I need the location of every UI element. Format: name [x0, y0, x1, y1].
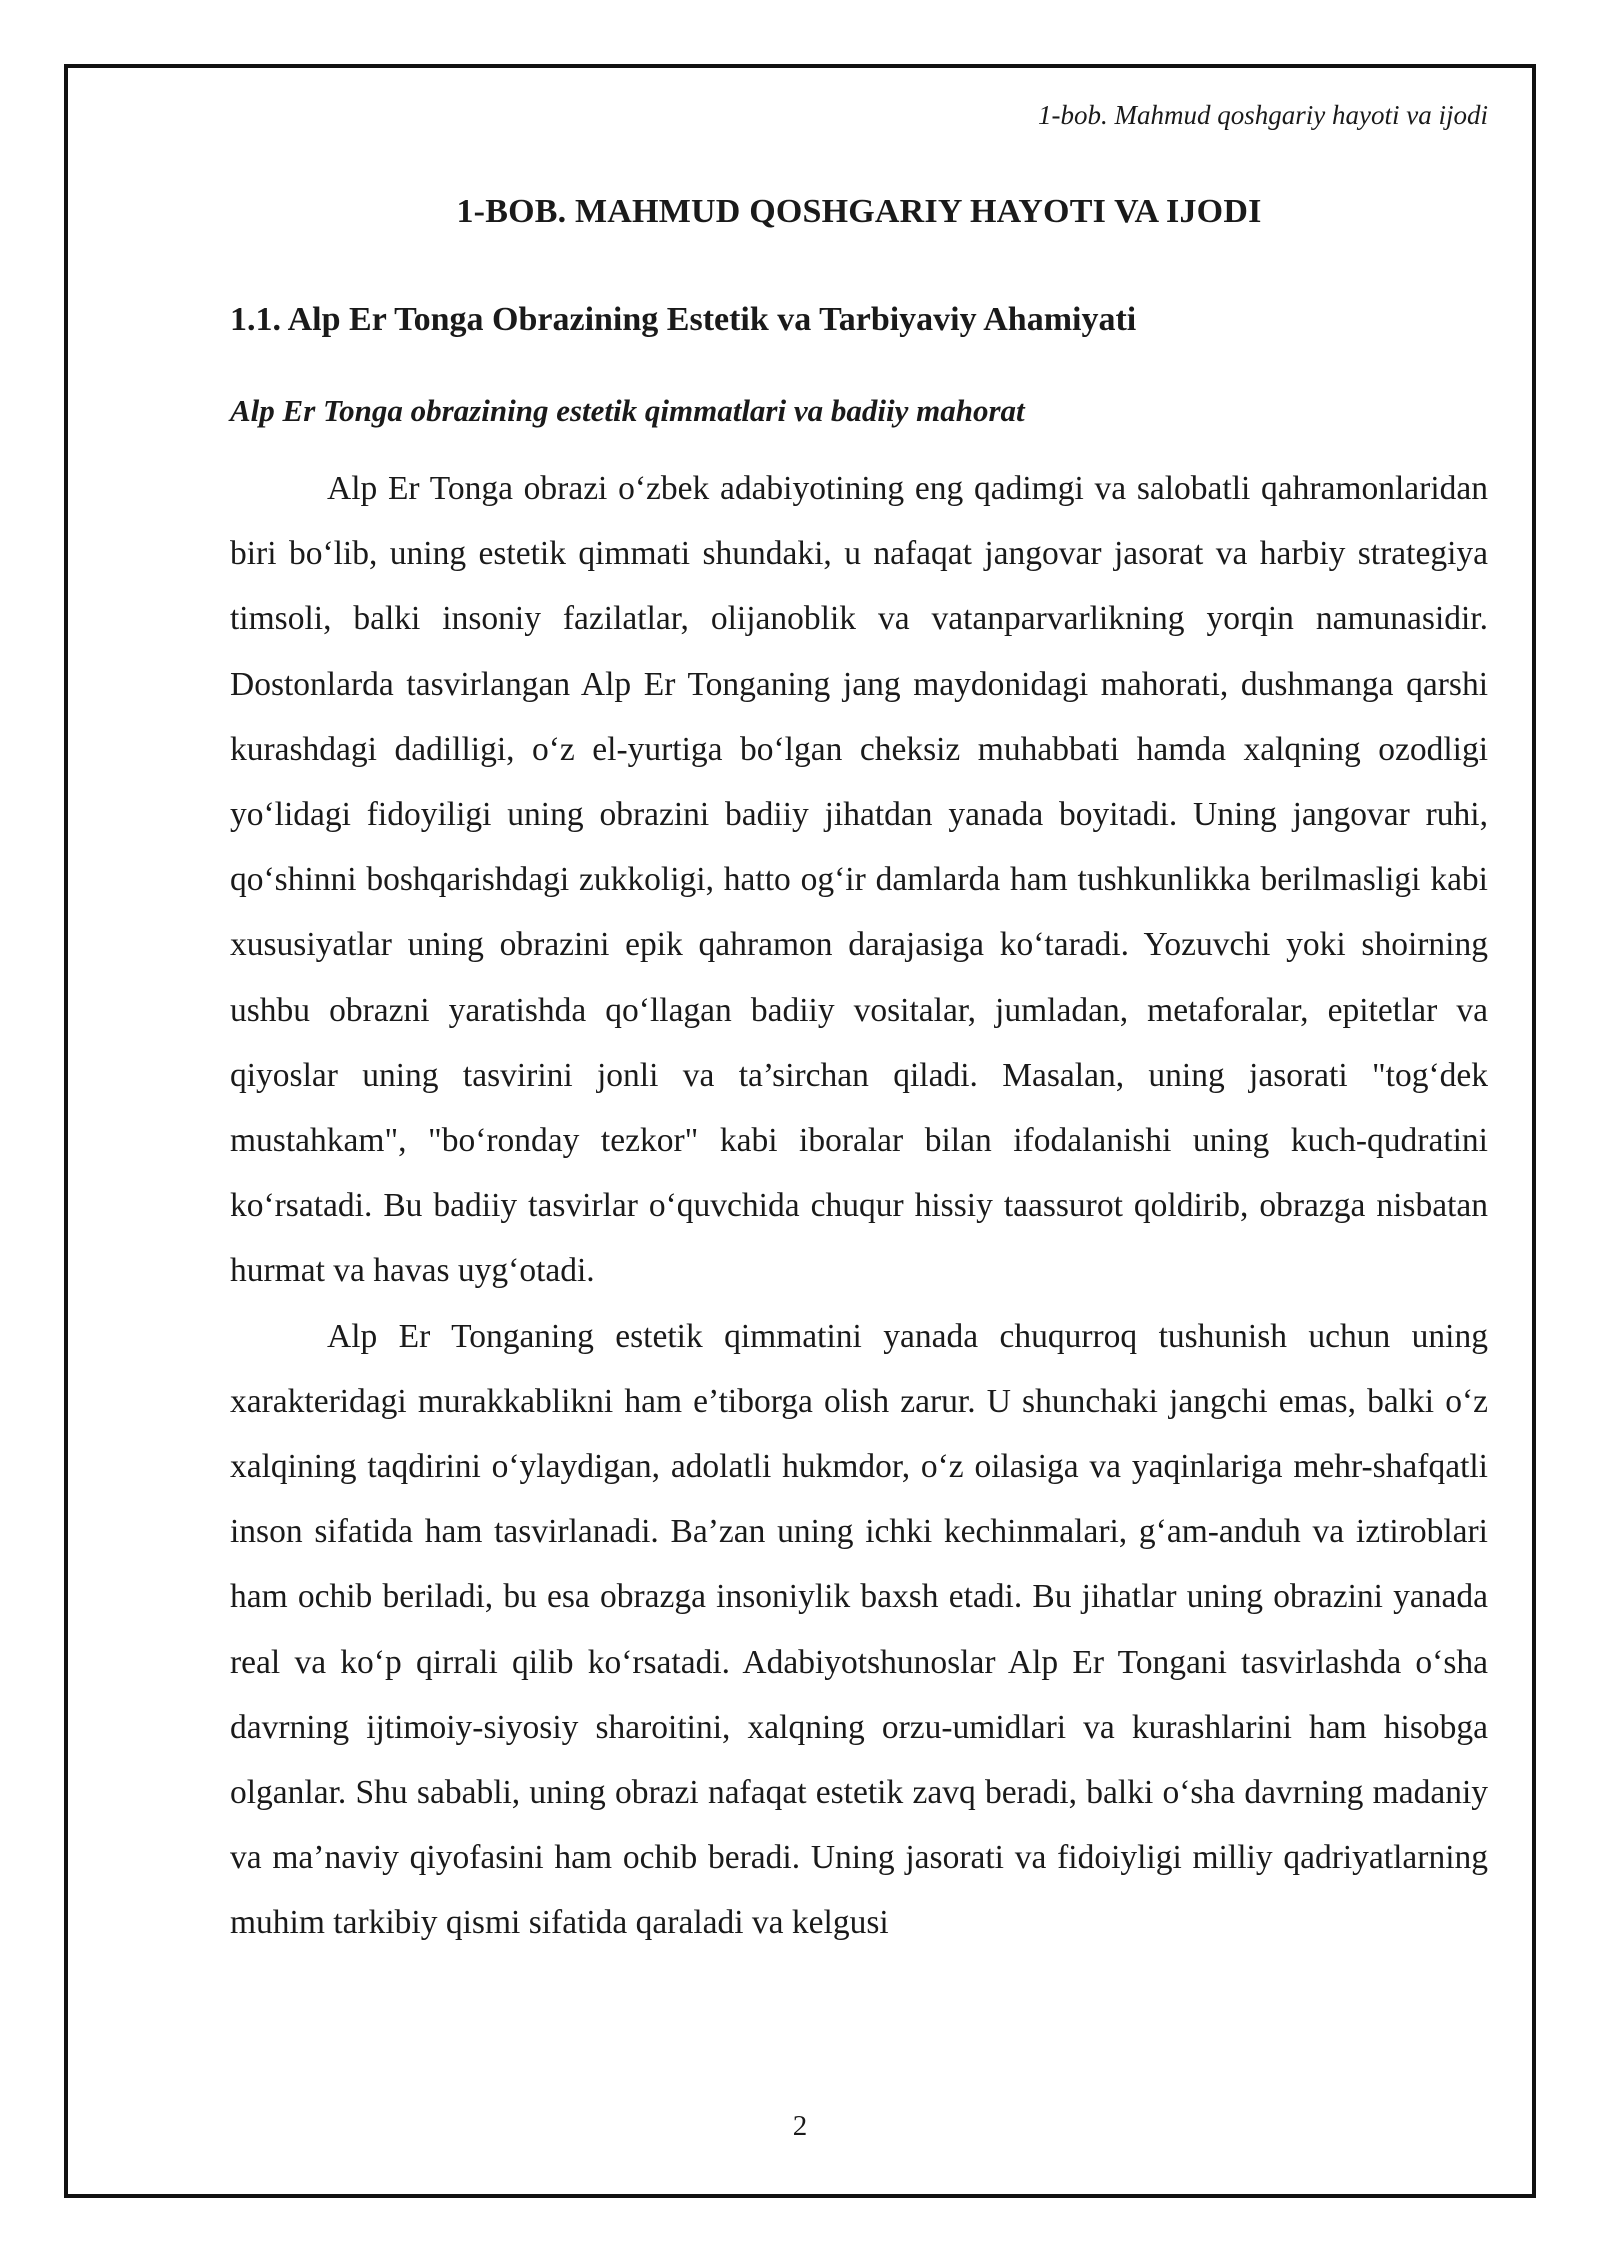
subsection-title: Alp Er Tonga obrazining estetik qimmatlari va badiiy mahorat — [230, 393, 1025, 428]
page-number: 2 — [792, 2110, 808, 2142]
body-text — [230, 456, 1488, 1956]
chapter-title: 1-BOB. MAHMUD QOSHGARIY HAYOTI VA IJODI — [456, 193, 1262, 230]
running-header: 1-bob. Mahmud qoshgariy hayoti va ijodi — [1038, 100, 1488, 130]
paragraph: Alp Er Tonganing estetik qimmatini yanada chuqurroq tushunish uchun uning xarakteridagi murakkablikni ham e’tiborga olish zarur. U shunchaki jangchi emas, balki o‘z xalqining taqdirini o‘ylaydigan, adolatli hukmdor, o‘z oilasiga va yaqinlariga mehr-shafqatli inson sifatida ham tasvirlanadi. Ba’zan uning ichki kechinmalari, g‘am-anduh va iztiroblari ham ochib beriladi, bu esa obrazga insoniylik baxsh etadi. Bu jihatlar uning obrazini yanada real va ko‘p qirrali qilib ko‘rsatadi. Adabiyotshunoslar Alp Er Tongani tasvirlashda o‘sha davrning ijtimoiy-siyosiy sharoitini, xalqning orzu-umidlari va kurashlarini ham hisobga olganlar. Shu sababli, uning obrazi nafaqat estetik zavq beradi, balki o‘sha davrning madaniy va ma’naviy qiyofasini ham ochib beradi. Uning jasorati va fidoiyligi milliy qadriyatlarning muhim tarkibiy qismi sifatida qaraladi va kelgusi — [230, 1317, 1488, 1942]
section-title: 1.1. Alp Er Tonga Obrazining Estetik va Tarbiyaviy Ahamiyati — [230, 301, 1137, 338]
paragraph: Alp Er Tonga obrazi o‘zbek adabiyotining eng qadimgi va salobatli qahramonlaridan biri bo‘lib, uning estetik qimmati shundaki, u nafaqat jangovar jasorat va harbiy strategiya timsoli, balki insoniy fazilatlar, olijanoblik va vatanparvarlikning yorqin namunasidir. Dostonlarda tasvirlangan Alp Er Tonganing jang maydonidagi mahorati, dushmanga qarshi kurashdagi dadilligi, o‘z el-yurtiga bo‘lgan cheksiz muhabbati hamda xalqning ozodligi yo‘lidagi fidoyiligi uning obrazini badiiy jihatdan yanada boyitadi. Uning jangovar ruhi, qo‘shinni boshqarishdagi zukkoligi, hatto og‘ir damlarda ham tushkunlikka berilmasligi kabi xususiyatlar uning obrazini epik qahramon darajasiga ko‘taradi. Yozuvchi yoki shoirning ushbu obrazni yaratishda qo‘llagan badiiy vositalar, jumladan, metaforalar, epitetlar va qiyoslar uning tasvirini jonli va ta’sirchan qiladi. Masalan, uning jasorati "tog‘dek mustahkam", "bo‘ronday tezkor" kabi iboralar bilan ifodalanishi uning kuch-qudratini ko‘rsatadi. Bu badiiy tasvirlar o‘quvchida chuqur hissiy taassurot qoldirib, obrazga nisbatan hurmat va havas uyg‘otadi. — [230, 470, 1488, 1290]
